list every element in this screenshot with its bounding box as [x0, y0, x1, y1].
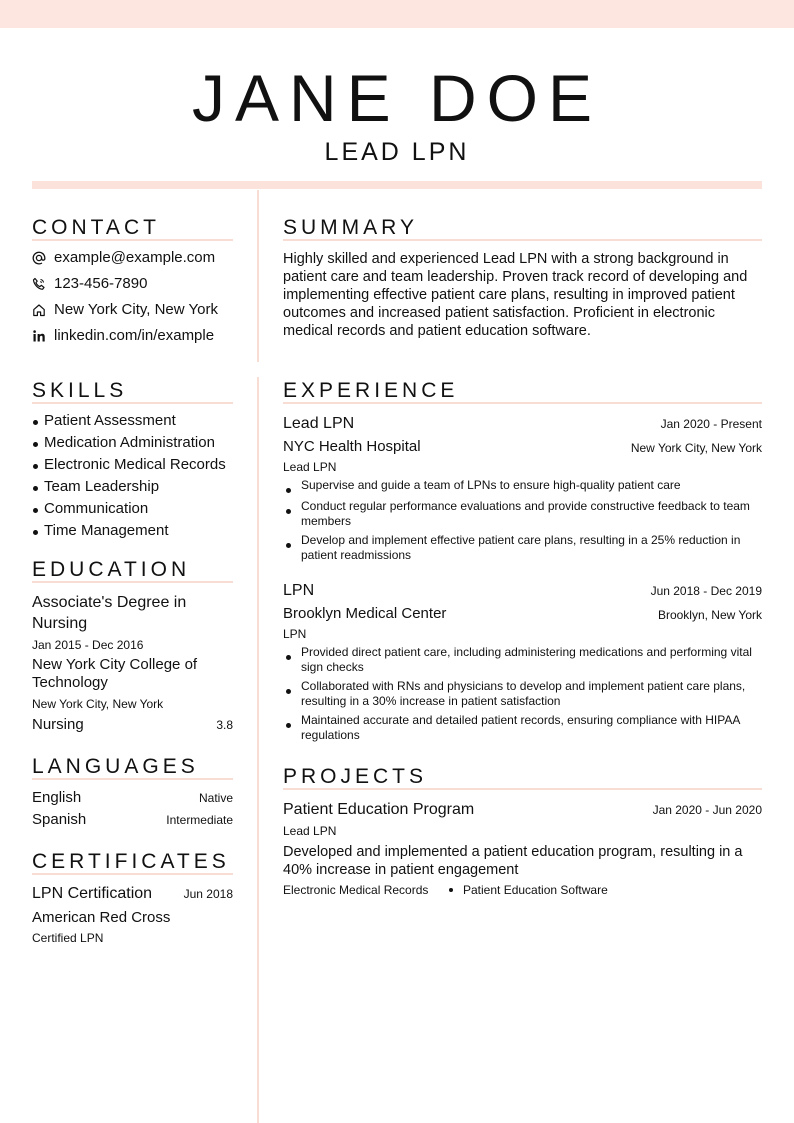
education-location: New York City, New York: [32, 697, 164, 711]
job-bullet: [286, 723, 291, 728]
skill-item: Communication: [44, 500, 149, 517]
job-location: Brooklyn, New York: [657, 608, 762, 622]
skills-heading: SKILLS: [32, 379, 128, 402]
language-level: Intermediate: [166, 813, 233, 827]
education-rule: [32, 581, 233, 583]
summary-rule: [283, 239, 762, 241]
certificate-name: LPN Certification: [32, 885, 153, 902]
job-location: New York City, New York: [630, 441, 762, 455]
project-role: Lead LPN: [283, 824, 337, 838]
education-school: New York City College of Technology: [32, 656, 198, 691]
job-dates: Jan 2020 - Present: [660, 417, 762, 431]
education-heading: EDUCATION: [32, 558, 191, 581]
contact-heading: CONTACT: [32, 216, 160, 239]
language-name: Spanish: [32, 811, 87, 828]
certificates-rule: [32, 873, 233, 875]
project-dates: Jan 2020 - Jun 2020: [652, 803, 762, 817]
home-icon: [32, 303, 46, 317]
header-divider: [32, 181, 762, 189]
project-tag: Patient Education Software: [463, 883, 608, 897]
education-field: Nursing: [32, 716, 84, 733]
skill-bullet: [33, 464, 38, 469]
job-bullet-text: Collaborated with RNs and physicians to develop and implement patient care plans, resulting in a 30% increase in patient satisfaction: [301, 679, 746, 708]
phone-icon: [32, 277, 46, 291]
skill-item: Patient Assessment: [44, 412, 176, 429]
experience-rule: [283, 402, 762, 404]
skill-bullet: [33, 442, 38, 447]
column-divider-top: [257, 190, 259, 362]
certificate-date: Jun 2018: [183, 887, 233, 901]
project-description: Developed and implemented a patient education program, resulting in a 40% increase in patient engagement: [283, 844, 743, 878]
project-name: Patient Education Program: [283, 801, 475, 818]
job-title: LPN: [283, 582, 315, 599]
job-bullet-text: Provided direct patient care, including administering medications and performing vital sign checks: [301, 645, 752, 674]
job-bullet-text: Maintained accurate and detailed patient records, ensuring compliance with HIPAA regulations: [301, 713, 740, 742]
job-title: Lead LPN: [283, 415, 355, 432]
job-company: Brooklyn Medical Center: [283, 605, 447, 622]
skills-rule: [32, 402, 233, 404]
job-bullet: [286, 689, 291, 694]
job-bullet: [286, 543, 291, 548]
certificate-note: Certified LPN: [32, 931, 104, 945]
job-company: NYC Health Hospital: [283, 438, 421, 455]
languages-heading: LANGUAGES: [32, 755, 199, 778]
skill-item: Medication Administration: [44, 434, 215, 451]
language-level: Native: [198, 791, 233, 805]
skill-bullet: [33, 530, 38, 535]
column-divider-bottom: [257, 377, 259, 1123]
at-icon: [32, 251, 46, 265]
education-degree: Associate's Degree in Nursing: [32, 594, 187, 632]
summary-text: Highly skilled and experienced Lead LPN with a strong background in patient care and team leadership. Proven track record of developing and implementing effective patient care plans, resulting in improved patient outcomes and increased patient satisfaction. Proficient in electronic medical records and patient education software.: [283, 251, 748, 339]
candidate-title: LEAD LPN: [324, 138, 470, 166]
job-bullet: [286, 488, 291, 493]
job-bullet-text: Develop and implement effective patient care plans, resulting in a 25% reduction in patient readmissions: [301, 533, 741, 562]
job-dates: Jun 2018 - Dec 2019: [650, 584, 762, 598]
certificate-issuer: American Red Cross: [32, 909, 171, 926]
skill-item: Electronic Medical Records: [44, 456, 226, 473]
job-bullet: [286, 655, 291, 660]
languages-rule: [32, 778, 233, 780]
education-dates: Jan 2015 - Dec 2016: [32, 638, 144, 652]
certificates-heading: CERTIFICATES: [32, 850, 230, 873]
candidate-name: JANE DOE: [191, 61, 603, 135]
top-accent-band: [0, 0, 794, 28]
experience-heading: EXPERIENCE: [283, 379, 459, 402]
project-tag: Electronic Medical Records: [283, 883, 429, 897]
job-bullet-text: Conduct regular performance evaluations and provide constructive feedback to team members: [301, 499, 750, 528]
education-gpa: 3.8: [216, 718, 233, 732]
contact-rule: [32, 239, 233, 241]
skill-bullet: [33, 508, 38, 513]
summary-heading: SUMMARY: [283, 216, 418, 239]
job-role: LPN: [283, 627, 307, 641]
contact-location: New York City, New York: [54, 301, 218, 318]
job-bullet-text: Supervise and guide a team of LPNs to ensure high-quality patient care: [301, 478, 681, 492]
skill-item: Time Management: [44, 522, 169, 539]
job-bullet: [286, 509, 291, 514]
contact-email[interactable]: example@example.com: [54, 249, 216, 266]
linkedin-icon: [32, 329, 46, 343]
skill-item: Team Leadership: [44, 478, 160, 495]
contact-linkedin[interactable]: linkedin.com/in/example: [54, 327, 215, 344]
skill-bullet: [33, 486, 38, 491]
skill-bullet: [33, 420, 38, 425]
projects-heading: PROJECTS: [283, 765, 428, 788]
job-role: Lead LPN: [283, 460, 337, 474]
language-name: English: [32, 789, 82, 806]
projects-rule: [283, 788, 762, 790]
project-tag-separator: [449, 888, 453, 892]
contact-phone: 123-456-7890: [54, 275, 148, 292]
